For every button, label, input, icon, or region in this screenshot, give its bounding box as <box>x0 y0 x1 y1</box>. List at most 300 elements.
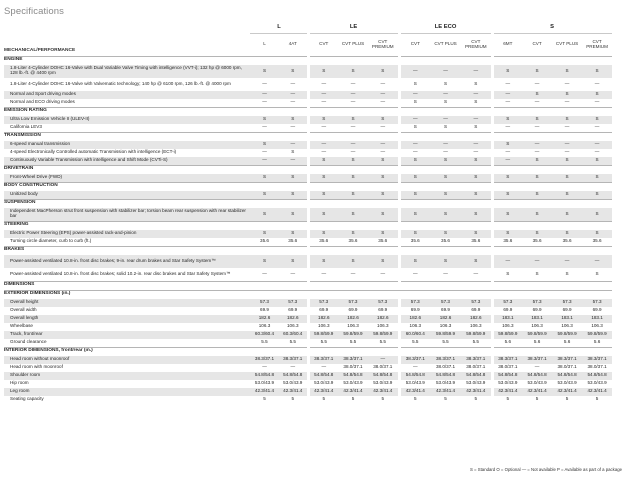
spec-value: S <box>552 91 582 99</box>
spec-value: S <box>582 208 612 222</box>
spec-value: — <box>380 124 386 130</box>
spec-value: 5.5 <box>349 339 357 345</box>
spec-value: 182.6 <box>308 315 338 323</box>
spec-label: Ground clearance <box>10 339 47 345</box>
spec-row <box>4 116 612 124</box>
spec-row <box>4 315 612 323</box>
spec-value: — <box>534 80 540 86</box>
spec-value: S <box>308 255 338 268</box>
trim-group-le-eco: LE ECO <box>399 22 492 34</box>
spec-value: 42.3/41.4 <box>399 388 430 396</box>
spec-value: — <box>350 270 356 276</box>
spec-value: — <box>308 268 338 282</box>
spec-value: 57.3 <box>338 299 368 307</box>
spec-value: S <box>552 116 582 124</box>
spec-value: — <box>308 78 338 91</box>
spec-value: S <box>368 191 399 200</box>
spec-value: — <box>473 149 479 155</box>
spec-value: 59.8/59.9 <box>368 331 399 339</box>
spec-value: S <box>399 174 430 183</box>
spec-value: 69.9 <box>562 307 572 313</box>
spec-value: — <box>552 141 582 149</box>
spec-value: S <box>279 255 308 268</box>
spec-value: — <box>564 124 570 130</box>
spec-value: — <box>492 91 522 99</box>
spec-value: S <box>430 174 461 183</box>
section-header-row <box>4 290 612 299</box>
spec-value: 5.6 <box>563 339 571 345</box>
column-header: CVT <box>532 41 542 47</box>
spec-value: S <box>308 65 338 78</box>
spec-body <box>4 56 612 404</box>
spec-row <box>4 396 612 404</box>
spec-label: Electric Power Steering (EPS) power-assisted rack-and-pinion <box>4 230 250 238</box>
spec-value: 5.5 <box>442 339 449 345</box>
spec-value: 35.6 <box>441 238 450 244</box>
spec-value: — <box>380 99 386 105</box>
spec-value: 42.3/41.4 <box>492 388 522 396</box>
spec-value: 54.8/54.8 <box>522 372 552 380</box>
column-header: CVT PREMIUM <box>371 38 394 49</box>
spec-value: 38.3/37.1 <box>279 356 308 364</box>
spec-row <box>4 91 612 99</box>
spec-value: 38.0/37.1 <box>373 364 393 370</box>
spec-value: S <box>399 208 430 222</box>
section-title: BRAKES <box>4 246 612 255</box>
spec-value: 5.5 <box>399 339 430 348</box>
spec-row <box>4 255 612 268</box>
spec-value: — <box>308 364 338 372</box>
section-header-row <box>4 347 612 356</box>
spec-value: 35.6 <box>348 238 358 244</box>
mechanical-performance-header: MECHANICAL/PERFORMANCE <box>4 47 76 53</box>
spec-value: S <box>250 208 279 222</box>
spec-value: 59.8/59.9 <box>338 331 368 339</box>
spec-value: S <box>368 230 399 238</box>
spec-label: 6-speed manual transmission <box>4 141 250 149</box>
spec-value: 57.3 <box>250 299 279 307</box>
spec-value: 54.8/54.8 <box>368 372 399 380</box>
spec-row <box>4 323 612 331</box>
specifications-table <box>4 22 612 404</box>
spec-value: 54.8/54.8 <box>552 372 582 380</box>
spec-value: 182.6 <box>461 315 492 323</box>
spec-label: 1.8-Liter 4-Cylinder DOHC 16-Valve with Valvematic technology; 140 hp @ 6100 rpm, 126 lb.-ft. @ 4000 rpm <box>10 80 231 86</box>
spec-value: 57.3 <box>522 299 552 307</box>
spec-value: 183.1 <box>492 315 522 323</box>
spec-value: — <box>308 149 338 157</box>
spec-value: — <box>430 116 461 124</box>
column-header: CVT PLUS <box>434 41 457 47</box>
spec-value: S <box>368 65 399 78</box>
spec-value: — <box>534 149 540 155</box>
spec-value: S <box>368 157 399 166</box>
spec-value: S <box>338 65 368 78</box>
spec-label: 1.8-Liter 4-Cylinder DOHC 16-Valve with Dual Variable Valve Timing with intelligence (VVT-i); 132 hp @ 6000 rpm, 128 lb.-ft. @ 4400 rpm <box>4 65 250 78</box>
spec-value: S <box>250 191 279 200</box>
trim-group-header-row <box>4 22 612 34</box>
spec-value: S <box>492 230 522 238</box>
spec-value: S <box>582 91 612 99</box>
spec-value: S <box>492 208 522 222</box>
spec-label: Independent MacPherson strut front suspension with stabilizer bar; torsion beam rear suspension with rear stabilizer bar <box>4 208 250 222</box>
spec-value: — <box>399 116 430 124</box>
spec-value: 57.3 <box>399 299 430 307</box>
spec-value: 5 <box>474 396 478 402</box>
spec-value: S <box>250 116 279 124</box>
spec-value: 59.8/59.9 <box>552 331 582 339</box>
spec-value: S <box>582 191 612 200</box>
spec-value: 5 <box>381 396 385 402</box>
column-header: CVT PREMIUM <box>586 38 608 49</box>
spec-value: — <box>262 364 267 370</box>
spec-row <box>4 388 612 396</box>
spec-value: S <box>279 230 308 238</box>
section-header-row <box>4 199 612 208</box>
spec-value: 35.6 <box>532 238 542 244</box>
spec-value: 69.9 <box>492 307 522 315</box>
spec-value: 42.3/41.4 <box>250 388 279 396</box>
spec-value: S <box>338 191 368 200</box>
trim-group-le: LE <box>308 22 399 34</box>
spec-value: 53.0/43.9 <box>466 380 486 386</box>
spec-value: 5 <box>351 396 355 402</box>
spec-value: — <box>350 80 356 86</box>
spec-value: S <box>279 191 308 200</box>
spec-row <box>4 174 612 183</box>
spec-value: S <box>430 230 461 238</box>
spec-row <box>4 65 612 78</box>
spec-value: — <box>492 149 522 157</box>
spec-row <box>4 356 612 364</box>
spec-value: S <box>368 174 399 183</box>
spec-value: S <box>399 157 430 166</box>
column-header-row <box>4 34 612 57</box>
spec-value: 42.3/41.4 <box>461 388 492 396</box>
section-header-row <box>4 56 612 65</box>
spec-value: — <box>461 65 492 78</box>
spec-value: S <box>492 116 522 124</box>
spec-value: — <box>350 149 356 155</box>
spec-value: 54.8/54.8 <box>279 372 308 380</box>
spec-value: 59.8/59.9 <box>308 331 338 339</box>
spec-value: 5.5 <box>261 339 268 345</box>
spec-value: 5 <box>263 396 266 402</box>
spec-value: 106.3 <box>258 323 271 329</box>
spec-value: 35.6 <box>378 238 388 244</box>
spec-value: 69.9 <box>399 307 430 315</box>
spec-label: Overall height <box>4 299 250 307</box>
spec-value: 54.8/54.8 <box>338 372 368 380</box>
spec-value: 182.6 <box>338 315 368 323</box>
spec-value: — <box>399 149 430 157</box>
spec-value: — <box>350 99 356 105</box>
spec-value: 5.5 <box>472 339 479 345</box>
spec-value: 69.9 <box>288 307 298 313</box>
spec-value: S <box>552 230 582 238</box>
spec-row <box>4 372 612 380</box>
spec-value: 42.3/41.4 <box>308 388 338 396</box>
spec-value: 57.3 <box>368 299 399 307</box>
spec-value: S <box>535 270 539 276</box>
spec-value: — <box>473 270 479 276</box>
spec-value: 53.0/43.9 <box>343 380 363 386</box>
spec-value: S <box>552 157 582 166</box>
spec-value: — <box>461 116 492 124</box>
spec-label: Wheelbase <box>10 323 33 329</box>
spec-value: — <box>399 91 430 99</box>
section-title: DRIVETRAIN <box>4 165 612 174</box>
spec-label: Hip room <box>10 380 29 386</box>
spec-value: — <box>308 99 338 108</box>
spec-value: — <box>338 141 368 149</box>
spec-value: S <box>279 65 308 78</box>
spec-value: S <box>522 208 552 222</box>
spec-value: 183.1 <box>582 315 612 323</box>
spec-value: S <box>430 208 461 222</box>
spec-value: S <box>461 157 492 166</box>
spec-value: S <box>522 91 552 99</box>
section-title: SUSPENSION <box>4 199 612 208</box>
spec-value: S <box>461 208 492 222</box>
spec-value: S <box>461 230 492 238</box>
spec-value: S <box>474 99 478 105</box>
spec-value: — <box>594 80 600 86</box>
spec-value: S <box>492 174 522 183</box>
spec-value: 53.0/43.9 <box>308 380 338 388</box>
column-header: CVT PLUS <box>555 41 579 47</box>
spec-value: — <box>290 99 296 105</box>
spec-label: 4-speed Electronically Controlled automatic Transmission with intelligence (ECT-i) <box>10 149 177 155</box>
spec-value: — <box>582 141 612 149</box>
column-header: 4AT <box>288 41 297 47</box>
spec-value: 53.0/43.9 <box>587 380 607 386</box>
column-header: CVT <box>399 34 430 57</box>
spec-row <box>4 339 612 348</box>
spec-value: 35.6 <box>288 238 298 244</box>
spec-value: S <box>308 191 338 200</box>
spec-value: — <box>290 80 296 86</box>
spec-value: 69.9 <box>260 307 269 313</box>
spec-value: — <box>399 268 430 282</box>
spec-value: 54.8/54.8 <box>308 372 338 380</box>
spec-value: 38.3/37.1 <box>250 356 279 364</box>
spec-value: 35.6 <box>562 238 572 244</box>
spec-value: 42.3/41.4 <box>368 388 399 396</box>
spec-value: S <box>250 174 279 183</box>
spec-value: 182.6 <box>279 315 308 323</box>
spec-value: 5 <box>291 396 295 402</box>
spec-value: 106.3 <box>531 323 543 329</box>
section-header-row <box>4 281 612 290</box>
spec-value: 5 <box>565 396 569 402</box>
spec-value: — <box>461 141 492 149</box>
spec-value: — <box>290 270 296 276</box>
spec-value: 57.3 <box>461 299 492 307</box>
section-title: ENGINE <box>4 56 612 65</box>
spec-value: 35.6 <box>592 238 602 244</box>
spec-value: S <box>308 230 338 238</box>
spec-value: 53.0/43.9 <box>373 380 393 386</box>
spec-value: 54.8/54.8 <box>582 372 612 380</box>
spec-value: — <box>380 80 386 86</box>
spec-value: S <box>552 191 582 200</box>
spec-value: 106.3 <box>439 323 452 329</box>
spec-value: S <box>338 116 368 124</box>
spec-value: S <box>291 149 295 155</box>
spec-value: — <box>594 124 600 130</box>
spec-value: 182.6 <box>250 315 279 323</box>
spec-value: 5 <box>492 396 522 404</box>
spec-value: S <box>338 208 368 222</box>
spec-value: S <box>565 270 569 276</box>
trim-group-l: L <box>250 22 308 34</box>
spec-value: 42.3/41.4 <box>338 388 368 396</box>
spec-row <box>4 364 612 372</box>
spec-value: — <box>492 78 522 91</box>
spec-value: — <box>368 91 399 99</box>
spec-value: S <box>595 270 599 276</box>
column-header: 6MT <box>492 34 522 57</box>
spec-value: S <box>492 141 522 149</box>
spec-value: 69.9 <box>348 307 358 313</box>
spec-value: 54.8/54.8 <box>461 372 492 380</box>
spec-value: 38.0/37.1 <box>435 364 456 370</box>
spec-value: S <box>461 191 492 200</box>
spec-value: S <box>552 174 582 183</box>
spec-value: S <box>399 191 430 200</box>
spec-value: 59.8/59.9 <box>582 331 612 339</box>
spec-value: — <box>399 141 430 149</box>
spec-value: S <box>308 174 338 183</box>
section-header-row <box>4 182 612 191</box>
section-header-row <box>4 221 612 230</box>
spec-value: — <box>262 149 267 155</box>
spec-row <box>4 230 612 238</box>
spec-value: 5 <box>444 396 447 402</box>
spec-value: — <box>594 99 600 105</box>
spec-value: — <box>552 255 582 268</box>
spec-value: 38.0/37.1 <box>466 364 486 370</box>
spec-value: 57.3 <box>582 299 612 307</box>
spec-value: 106.3 <box>399 323 430 331</box>
spec-value: S <box>430 157 461 166</box>
spec-value: S <box>430 255 461 268</box>
spec-value: 38.3/37.1 <box>522 356 552 364</box>
spec-label: Power-assisted ventilated 10.8-in. front disc brakes; 9-in. rear drum brakes and Star Safety System™ <box>4 255 250 268</box>
spec-value: — <box>492 124 522 133</box>
spec-value: 69.9 <box>308 307 338 315</box>
spec-value: — <box>443 149 448 155</box>
spec-value: S <box>522 174 552 183</box>
spec-value: S <box>399 99 430 108</box>
spec-row <box>4 380 612 388</box>
spec-value: S <box>399 78 430 91</box>
spec-value: 38.3/37.1 <box>461 356 492 364</box>
spec-value: 35.6 <box>308 238 338 247</box>
section-header-row <box>4 165 612 174</box>
spec-label: Normal and Sport driving modes <box>4 91 250 99</box>
spec-value: 35.6 <box>492 238 522 247</box>
spec-value: 53.0/43.9 <box>435 380 456 386</box>
spec-value: 57.3 <box>308 299 338 307</box>
spec-value: 69.9 <box>378 307 388 313</box>
spec-label: Head room with moonroof <box>10 364 63 370</box>
spec-value: — <box>564 99 570 105</box>
spec-value: S <box>492 191 522 200</box>
spec-value: — <box>582 255 612 268</box>
spec-value: 183.1 <box>552 315 582 323</box>
section-title: STEERING <box>4 221 612 230</box>
spec-value: 38.3/37.1 <box>338 356 368 364</box>
spec-value: 38.0/37.1 <box>492 364 522 372</box>
spec-value: 69.9 <box>441 307 450 313</box>
spec-value: S <box>492 65 522 78</box>
spec-value: 53.0/43.9 <box>283 380 303 386</box>
spec-row <box>4 331 612 339</box>
spec-value: S <box>522 116 552 124</box>
spec-value: 38.0/37.1 <box>343 364 363 370</box>
spec-label: Turning circle diameter, curb to curb (ft.) <box>10 238 92 244</box>
spec-value: 69.9 <box>532 307 542 313</box>
spec-value: 54.8/54.8 <box>399 372 430 380</box>
spec-value: 5 <box>535 396 539 402</box>
spec-value: 5.5 <box>379 339 386 345</box>
spec-value: 42.3/41.4 <box>279 388 308 396</box>
spec-value: 57.3 <box>279 299 308 307</box>
spec-value: 60.0/60.4 <box>399 331 430 339</box>
spec-value: S <box>582 230 612 238</box>
spec-value: — <box>368 141 399 149</box>
spec-value: S <box>399 255 430 268</box>
spec-value: 53.0/43.9 <box>557 380 577 386</box>
spec-value: — <box>279 91 308 99</box>
spec-value: — <box>522 255 552 268</box>
spec-value: 69.9 <box>471 307 481 313</box>
spec-label: Ultra Low Emission Vehicle II (ULEV-II) <box>4 116 250 124</box>
spec-value: 183.1 <box>522 315 552 323</box>
spec-value: S <box>582 157 612 166</box>
spec-value: 106.3 <box>492 323 522 331</box>
spec-value: — <box>250 91 279 99</box>
spec-value: 182.6 <box>430 315 461 323</box>
spec-value: 60.3/60.4 <box>279 331 308 339</box>
section-title: INTERIOR DIMENSIONS, front/rear (in.) <box>4 347 612 356</box>
spec-value: — <box>430 141 461 149</box>
spec-value: — <box>338 91 368 99</box>
spec-value: S <box>443 80 448 86</box>
spec-row <box>4 191 612 200</box>
spec-row <box>4 157 612 166</box>
spec-value: 54.8/54.8 <box>492 372 522 380</box>
spec-value: S <box>338 157 368 166</box>
spec-value: S <box>474 124 478 130</box>
spec-value: — <box>368 356 399 364</box>
spec-value: S <box>522 191 552 200</box>
spec-value: — <box>399 364 430 372</box>
spec-value: — <box>492 99 522 108</box>
spec-value: 106.3 <box>377 323 389 329</box>
spec-value: 35.6 <box>471 238 481 244</box>
section-title: EMISSION RATING <box>4 107 612 116</box>
section-title: EXTERIOR DIMENSIONS (in.) <box>4 290 612 299</box>
spec-value: 59.8/59.9 <box>461 331 492 339</box>
spec-value: 106.3 <box>591 323 603 329</box>
spec-label: Head room without moonroof <box>4 356 250 364</box>
spec-value: — <box>534 99 540 105</box>
spec-label: Overall width <box>10 307 37 313</box>
spec-value: S <box>250 65 279 78</box>
